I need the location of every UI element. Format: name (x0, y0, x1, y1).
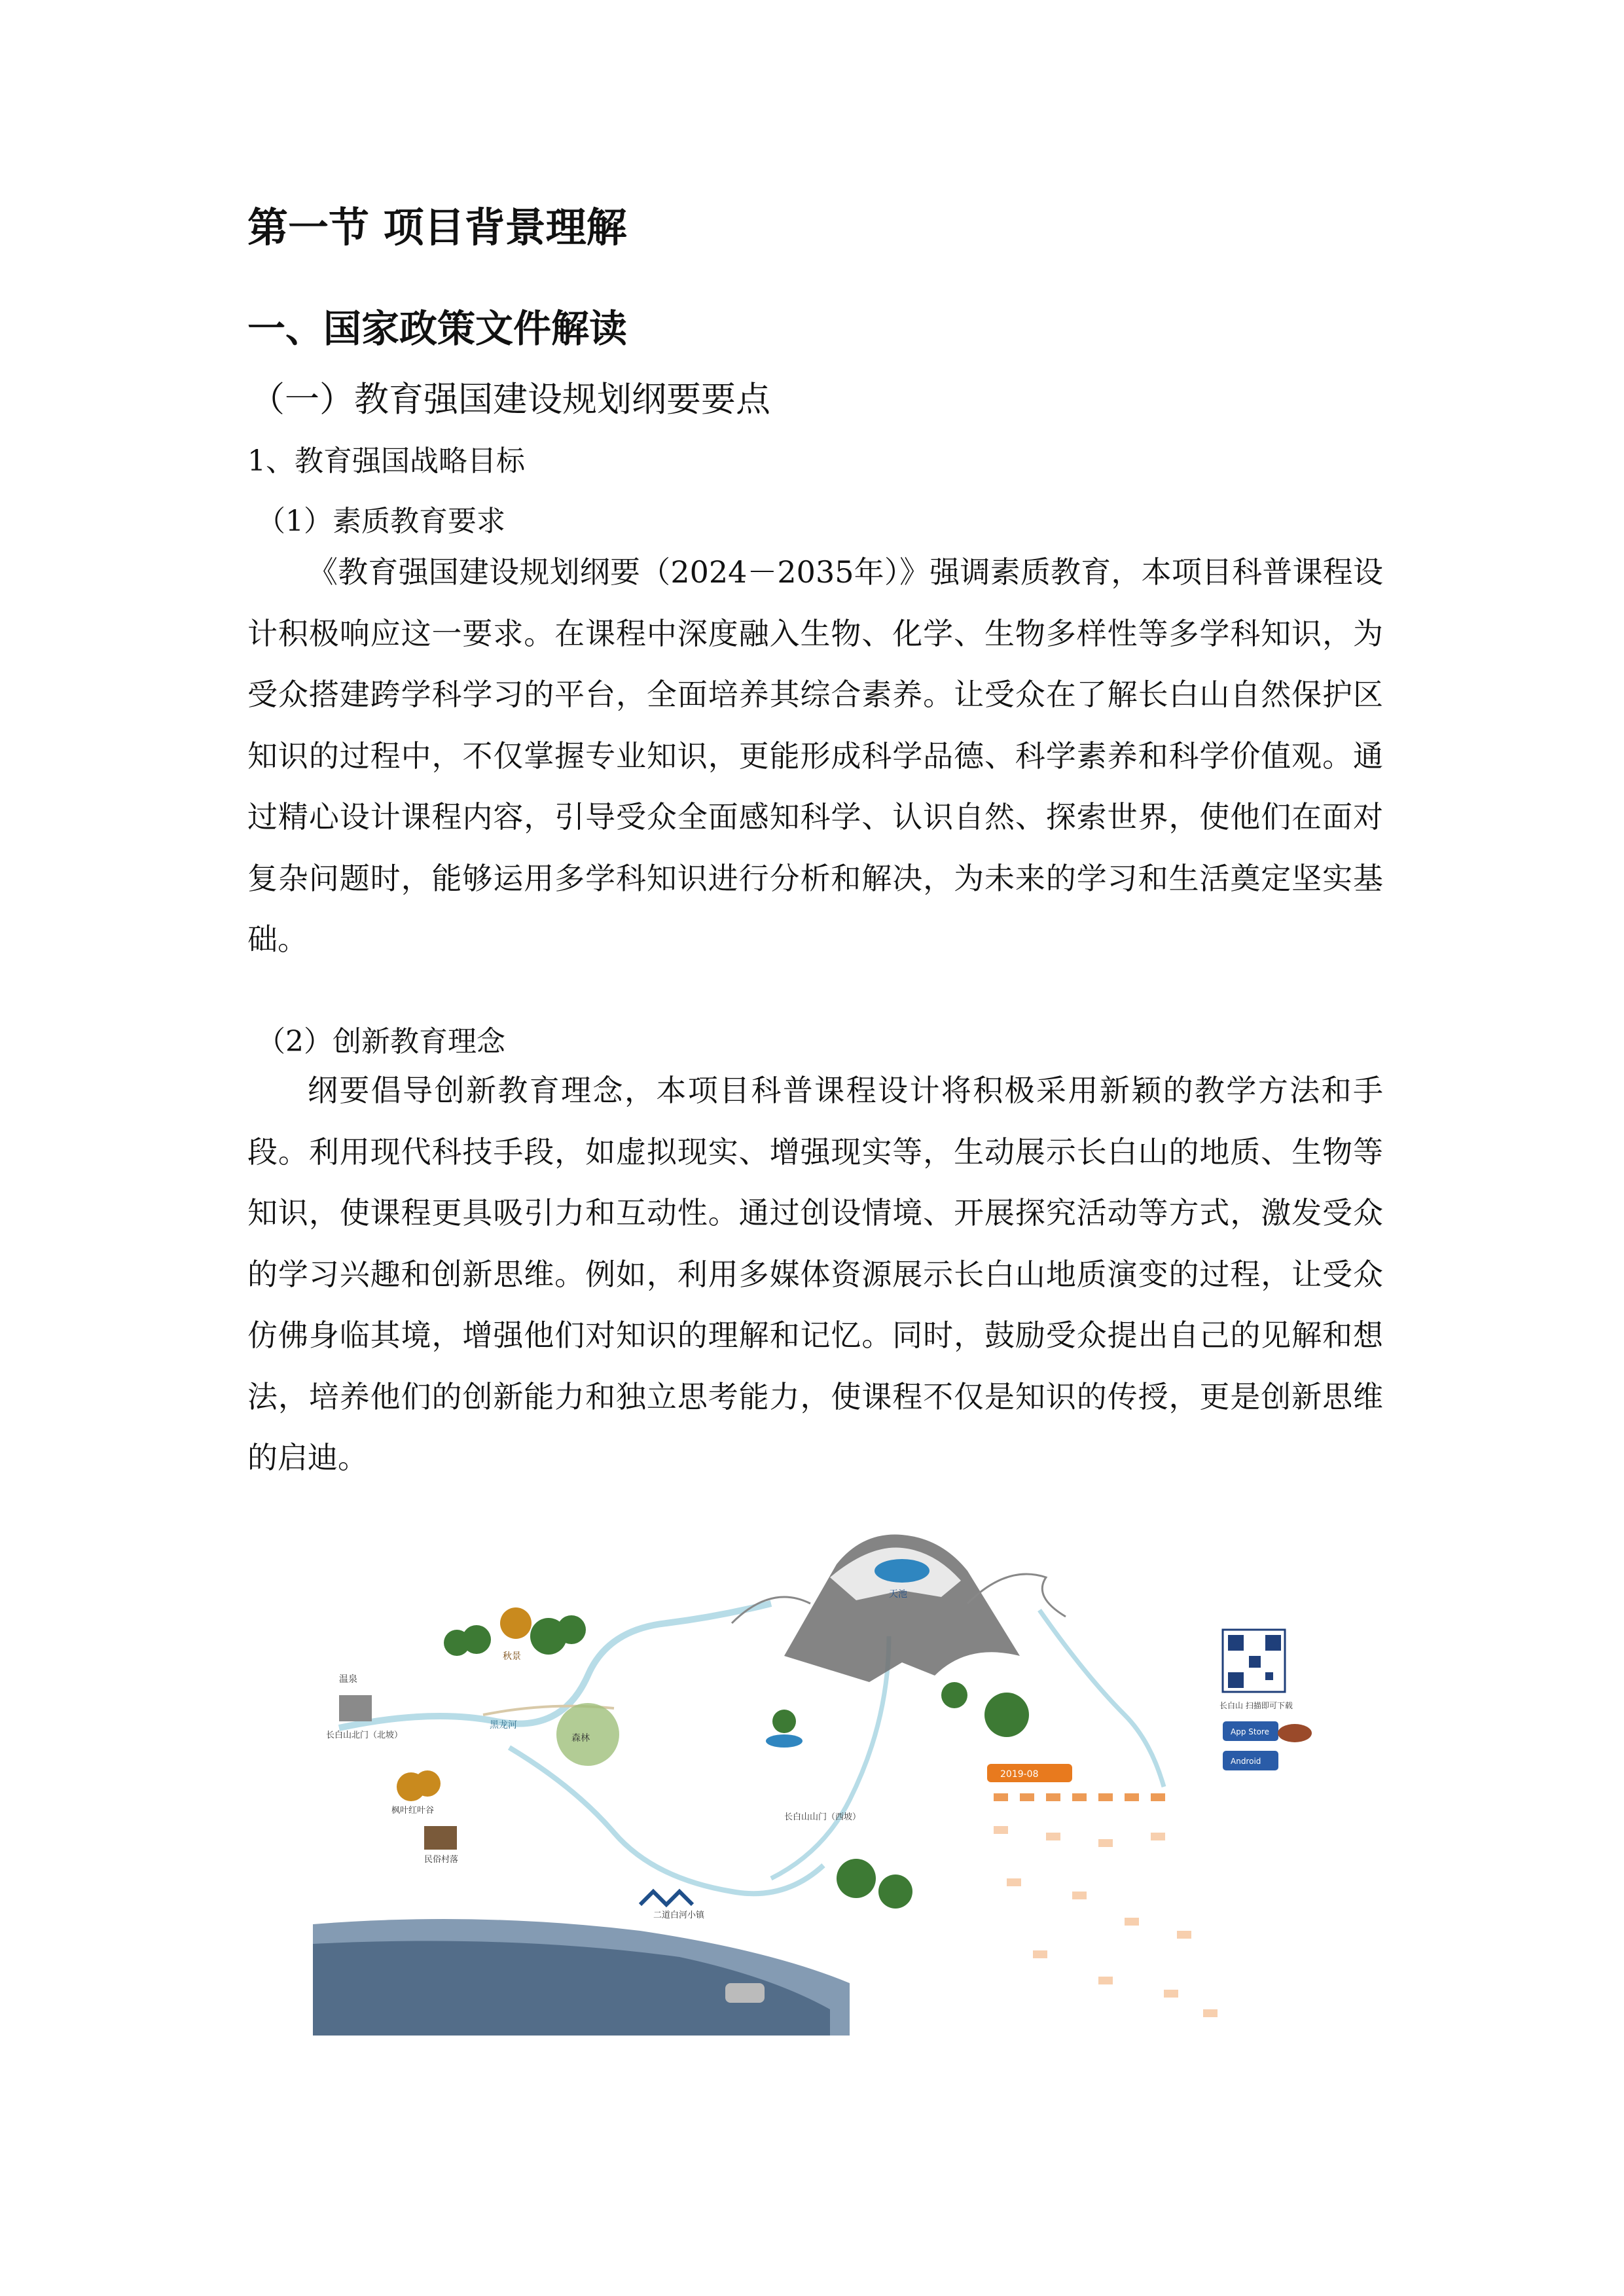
calendar-date: 2019-08 (1000, 1769, 1039, 1780)
label-north-gate: 长白山北门（北坡） (326, 1731, 403, 1740)
label-village: 民俗村落 (424, 1855, 459, 1865)
label-west-gate: 长白山山门（西坡） (784, 1812, 861, 1822)
building-icon (339, 1695, 372, 1721)
label-tianchi: 天池 (889, 1589, 907, 1600)
calendar-grid (987, 1764, 1218, 2017)
village-icon (424, 1826, 457, 1850)
android-label: Android (1231, 1757, 1261, 1766)
pine-cone-icon (1278, 1724, 1312, 1742)
car-icon (725, 1983, 765, 2003)
paragraph-quality-education: 《教育强国建设规划纲要（2024－2035年）》强调素质教育，本项目科普课程设计积极响应这一要求。在课程中深度融入生物、化学、生物多样性等多学科知识，为受众搭建跨学科学习的平台，全面培养其综合素养。让受众在了解长白山自然保护区知识的过程中，不仅掌握专业知识，更能形成科学品德、科学素养和科学价值观。通过精心设计课程内容，引导受众全面感知科学、认识自然、探索世界，使他们在面对复杂问题时，能够运用多学科知识进行分析和解决，为未来的学习和生活奠定坚实基础。 (247, 554, 1383, 957)
label-red-leaf: 枫叶红叶谷 (391, 1806, 435, 1816)
subheading-quality-education: （1）素质教育要求 (257, 505, 505, 538)
map-illustration (313, 1525, 1324, 2036)
label-town: 二道白河小镇 (653, 1910, 705, 1920)
label-river: 黑龙河 (490, 1720, 517, 1731)
heading-2: （一）教育强国建设规划纲要要点 (250, 380, 770, 420)
tianchi-lake (875, 1559, 929, 1583)
app-store-label: App Store (1231, 1727, 1269, 1736)
heading-1: 一、国家政策文件解读 (247, 306, 628, 351)
qr-code (1223, 1630, 1285, 1692)
subheading-innovative-education: （2）创新教育理念 (257, 1025, 505, 1058)
label-forest: 森林 (571, 1733, 590, 1744)
label-autumn: 秋景 (503, 1651, 521, 1662)
section-title: 第一节 项目背景理解 (247, 204, 627, 251)
qr-caption: 长白山 扫描即可下载 (1219, 1701, 1293, 1710)
heading-3: 1、教育强国战略目标 (247, 444, 525, 478)
label-hot-spring: 温泉 (339, 1674, 357, 1685)
paragraph-innovative-education: 纲要倡导创新教育理念，本项目科普课程设计将积极采用新颖的教学方法和手段。利用现代科技手段，如虚拟现实、增强现实等，生动展示长白山的地质、生物等知识，使课程更具吸引力和互动性。通过创设情境、开展探究活动等方式，激发受众的学习兴趣和创新思维。例如，利用多媒体资源展示长白山地质演变的过程，让受众仿佛身临其境，增强他们对知识的理解和记忆。同时，鼓励受众提出自己的见解和想法，培养他们的创新能力和独立思考能力，使课程不仅是知识的传授，更是创新思维的启迪。 (247, 1073, 1383, 1475)
changbaishan-illustrated-map (313, 1525, 1324, 2036)
